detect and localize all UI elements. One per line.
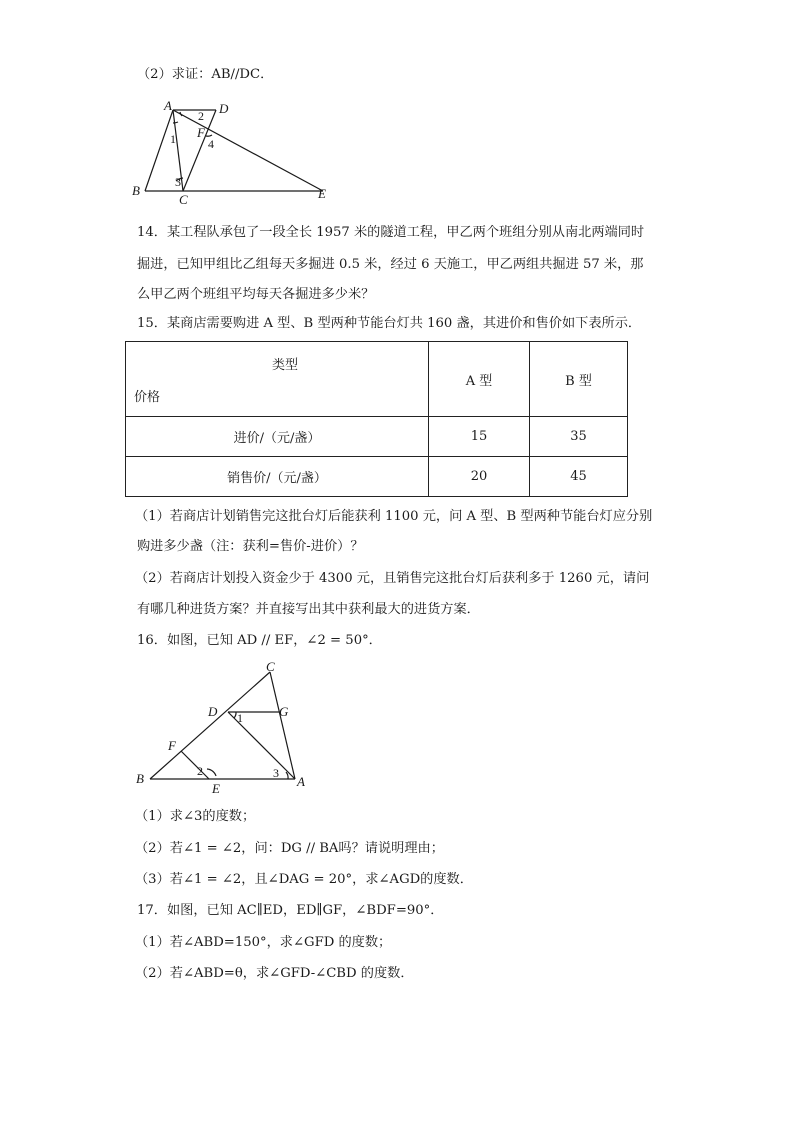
q13-part2: （2）求证：AB//DC． <box>137 67 274 82</box>
q17-p1: （1）若∠ABD=150°，求∠GFD 的度数； <box>135 935 392 950</box>
q16-label-B: B <box>136 771 144 786</box>
header-a-type: A 型 <box>429 342 530 417</box>
sale-a: 20 <box>429 457 530 497</box>
q13-label-C: C <box>179 192 188 207</box>
header-b-type: B 型 <box>530 342 628 417</box>
q17-intro: 17．如图，已知 AC∥ED，ED∥GF，∠BDF=90°． <box>137 903 444 918</box>
q14-line2: 掘进，已知甲组比乙组每天多掘进 0.5 米，经过 6 天施工，甲乙两组共掘进 57 米，那 <box>137 257 644 272</box>
q13-label-E: E <box>318 186 326 201</box>
q13-label-A: A <box>164 98 172 113</box>
q16-intro: 16．如图，已知 AD // EF，∠2 = 50°． <box>137 633 382 648</box>
row-label-cost: 进价/（元/盏） <box>126 417 429 457</box>
q13-angle-3: 3 <box>175 175 181 189</box>
q16-label-E: E <box>212 781 220 796</box>
q16-figure <box>130 659 370 796</box>
q16-angle-2: 2 <box>197 764 203 778</box>
q13-label-B: B <box>132 183 140 198</box>
q15-p1-line2: 购进多少盏（注：获利=售价-进价）？ <box>137 539 364 554</box>
cost-a: 15 <box>429 417 530 457</box>
q16-label-G: G <box>279 704 289 719</box>
q15-intro: 15．某商店需要购进 A 型、B 型两种节能台灯共 160 盏，其进价和售价如下表所示． <box>137 316 642 331</box>
q15-p1-line1: （1）若商店计划销售完这批台灯后能获利 1100 元，问 A 型、B 型两种节能台灯应分别 <box>135 509 653 524</box>
q16-p1: （1）求∠3的度数； <box>135 809 256 824</box>
table-row <box>126 457 628 497</box>
q16-label-F: F <box>168 738 176 753</box>
sale-b: 45 <box>530 457 628 497</box>
row-label-sale: 销售价/（元/盏） <box>126 457 429 497</box>
q16-label-C: C <box>266 659 275 674</box>
q13-label-F: F <box>197 125 205 140</box>
q17-p2: （2）若∠ABD=θ，求∠GFD-∠CBD 的度数． <box>135 966 414 981</box>
cost-b: 35 <box>530 417 628 457</box>
q16-label-D: D <box>208 704 218 719</box>
q13-figure <box>0 0 340 110</box>
q16-angle-1: 1 <box>237 711 243 725</box>
q13-triangle-figure <box>120 96 480 206</box>
q16-p2: （2）若∠1 = ∠2，问：DG // BA吗？请说明理由； <box>135 841 444 856</box>
table-row <box>126 417 628 457</box>
q15-p2-line2: 有哪几种进货方案？并直接写出其中获利最大的进货方案． <box>137 602 480 617</box>
q16-angle-3: 3 <box>273 766 279 780</box>
q14-line3: 么甲乙两个班组平均每天各掘进多少米？ <box>137 287 375 302</box>
q13-angle-4: 4 <box>208 137 214 151</box>
header-type: 类型 <box>272 358 299 373</box>
header-price: 价格 <box>134 390 161 405</box>
q16-p3: （3）若∠1 = ∠2，且∠DAG = 20°，求∠AGD的度数． <box>135 872 473 887</box>
q13-angle-1: 1 <box>170 132 176 146</box>
q13-label-D: D <box>219 101 229 116</box>
q13-angle-2: 2 <box>198 109 204 123</box>
q16-label-A: A <box>297 774 305 789</box>
price-table <box>125 341 628 497</box>
q14-line1: 14．某工程队承包了一段全长 1957 米的隧道工程，甲乙两个班组分别从南北两端同时 <box>137 225 645 240</box>
table-header-diagonal-cell <box>126 342 429 417</box>
q15-p2-line1: （2）若商店计划投入资金少于 4300 元，且销售完这批台灯后获利多于 1260 元，请问 <box>135 571 650 586</box>
